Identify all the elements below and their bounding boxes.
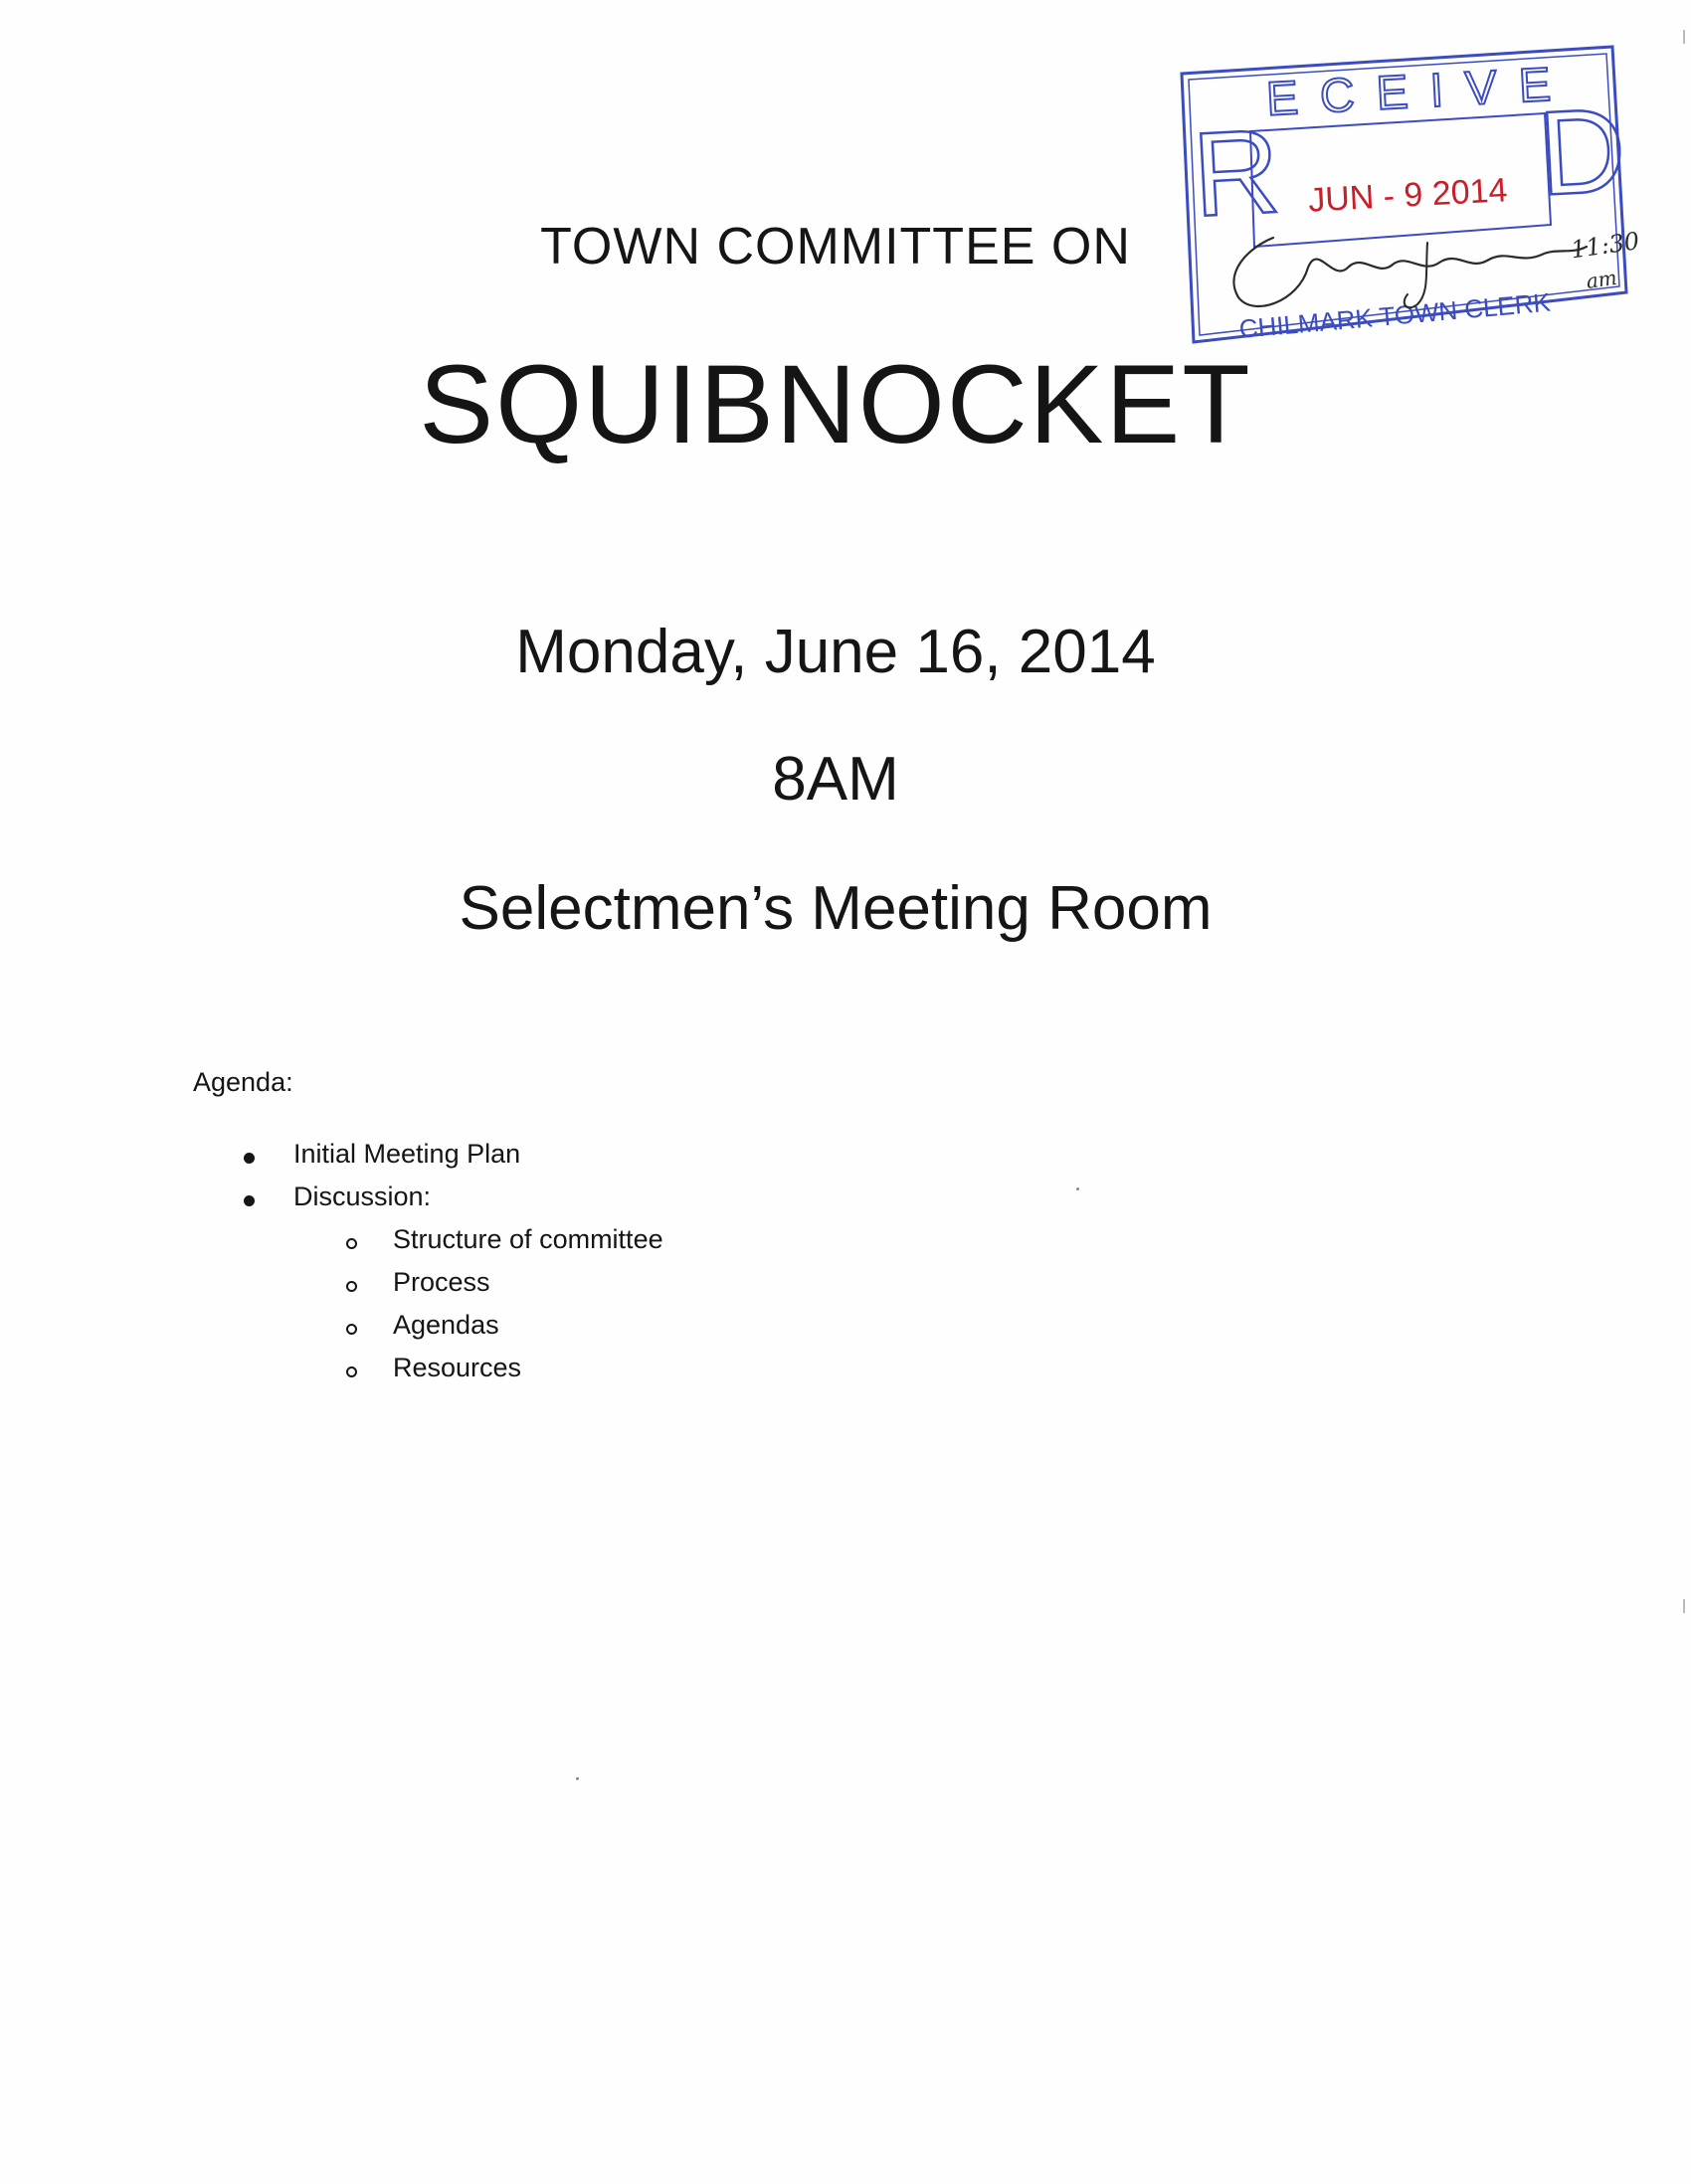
bullet-dot-icon xyxy=(244,1195,255,1206)
agenda-item-initial-meeting-plan: Initial Meeting Plan xyxy=(293,1139,521,1169)
svg-text:D: D xyxy=(1536,83,1629,221)
scan-edge-mark xyxy=(1683,1599,1685,1613)
scan-speck xyxy=(576,1777,579,1780)
bullet-circle-icon xyxy=(346,1238,357,1249)
agenda-label: Agenda: xyxy=(193,1067,293,1097)
svg-text:ECEIVE: ECEIVE xyxy=(1264,57,1575,126)
subitem-process: Process xyxy=(393,1267,490,1297)
bullet-dot-icon xyxy=(244,1153,255,1164)
subitem-structure-of-committee: Structure of committee xyxy=(393,1224,663,1254)
document-title: SQUIBNOCKET xyxy=(419,342,1252,466)
bullet-circle-icon xyxy=(346,1324,357,1335)
meeting-date: Monday, June 16, 2014 xyxy=(515,618,1156,686)
bullet-circle-icon xyxy=(346,1281,357,1292)
svg-text:R: R xyxy=(1190,103,1283,243)
subitem-agendas: Agendas xyxy=(393,1310,499,1340)
bullet-circle-icon xyxy=(346,1366,357,1377)
meeting-time: 8AM xyxy=(772,745,899,814)
agenda-item-discussion: Discussion: xyxy=(293,1182,432,1211)
received-stamp-graphic xyxy=(1179,44,1641,344)
svg-text:JUN - 9 2014: JUN - 9 2014 xyxy=(1307,171,1509,220)
svg-text:11:30: 11:30 xyxy=(1569,227,1641,265)
meeting-location: Selectmen’s Meeting Room xyxy=(459,874,1213,943)
subitem-resources: Resources xyxy=(393,1353,522,1382)
scan-edge-mark xyxy=(1683,30,1685,44)
svg-text:am: am xyxy=(1585,265,1618,293)
committee-heading: TOWN COMMITTEE ON xyxy=(540,218,1131,275)
svg-text:CHILMARK TOWN CLERK: CHILMARK TOWN CLERK xyxy=(1237,286,1552,344)
received-stamp xyxy=(1179,44,1641,344)
scan-speck xyxy=(1076,1187,1079,1190)
